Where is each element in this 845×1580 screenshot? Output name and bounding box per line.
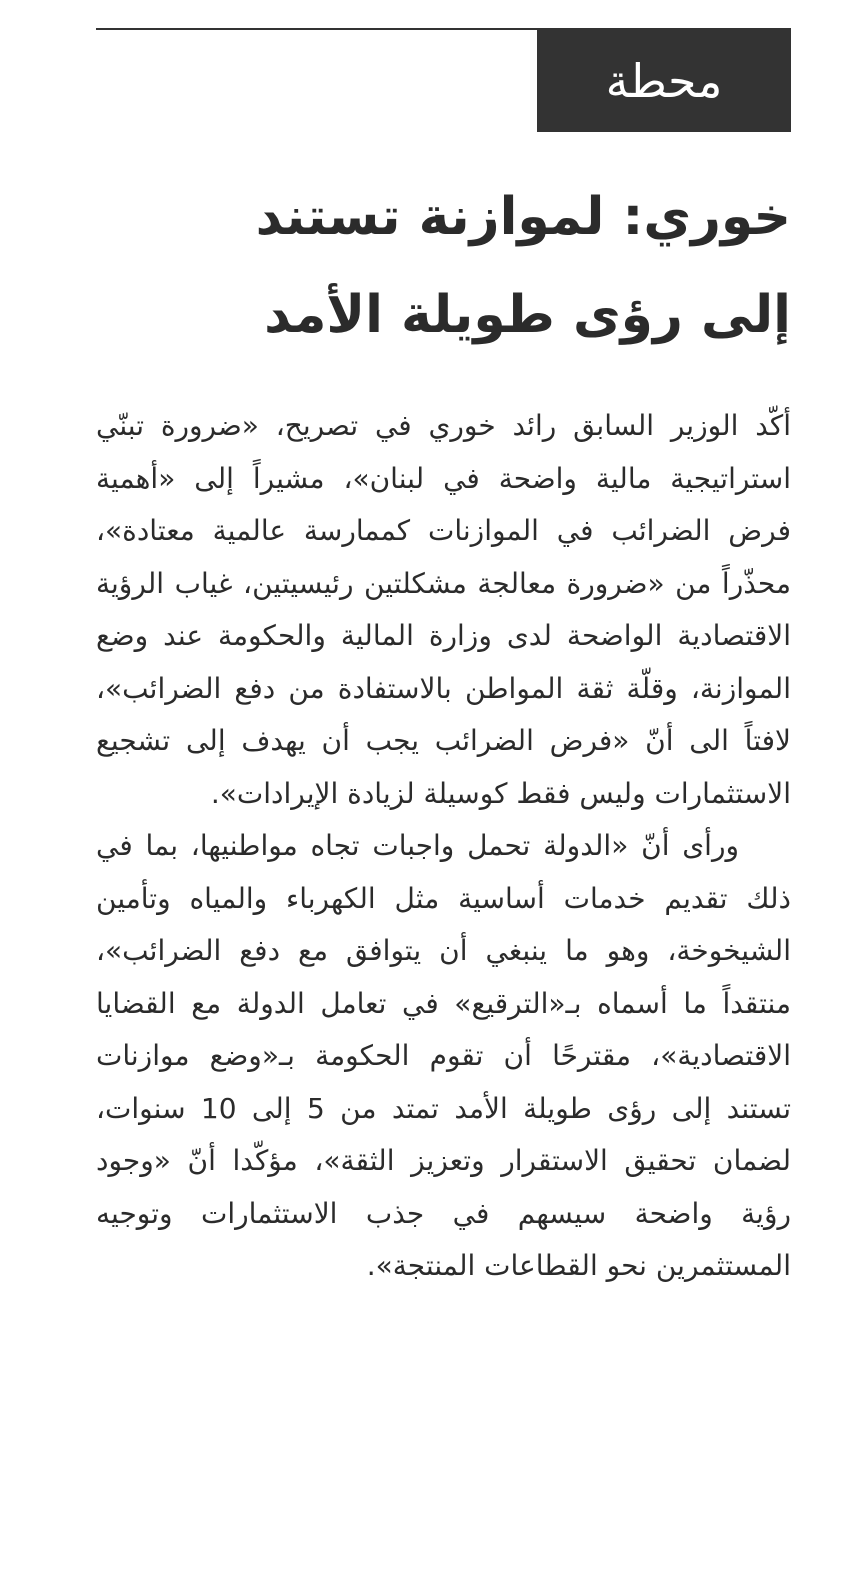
article-body — [96, 400, 791, 1293]
article-paragraph-1: أكّد الوزير السابق رائد خوري في تصريح، «ضرورة تبنّي استراتيجية مالية واضحة في لبنان»، مشيراً إلى «أهمية فرض الضرائب في الموازنات كممارسة عالمية معتادة»، محذّراً من «ضرورة معالجة مشكلتين رئيسيتين، غياب الرؤية الاقتصادية الواضحة لدى وزارة المالية والحكومة عند وضع الموازنة، وقلّة ثقة المواطن بالاستفادة من دفع الضرائب»، لافتاً الى أنّ «فرض الضرائب يجب أن يهدف إلى تشجيع الاستثمارات وليس فقط كوسيلة لزيادة الإيرادات». — [96, 409, 791, 810]
headline-line-1: خوري: لموازنة تستند — [255, 187, 791, 247]
section-tag: محطة — [537, 30, 791, 132]
headline-line-2: إلى رؤى طويلة الأمد — [264, 285, 791, 345]
article-paragraph-2: ورأى أنّ «الدولة تحمل واجبات تجاه مواطنيها، بما في ذلك تقديم خدمات أساسية مثل الكهرباء والمياه وتأمين الشيخوخة، وهو ما ينبغي أن يتوافق مع دفع الضرائب»، منتقداً ما أسماه بـ«الترقيع» في تعامل الدولة مع القضايا الاقتصادية»، مقترحًا أن تقوم الحكومة بـ«وضع موازنات تستند إلى رؤى طويلة الأمد تمتد من 5 إلى 10 سنوات، لضمان تحقيق الاستقرار وتعزيز الثقة»، مؤكّدا أنّ «وجود رؤية واضحة سيسهم في جذب الاستثمارات وتوجيه المستثمرين نحو القطاعات المنتجة». — [96, 829, 792, 1282]
headline — [96, 168, 791, 364]
